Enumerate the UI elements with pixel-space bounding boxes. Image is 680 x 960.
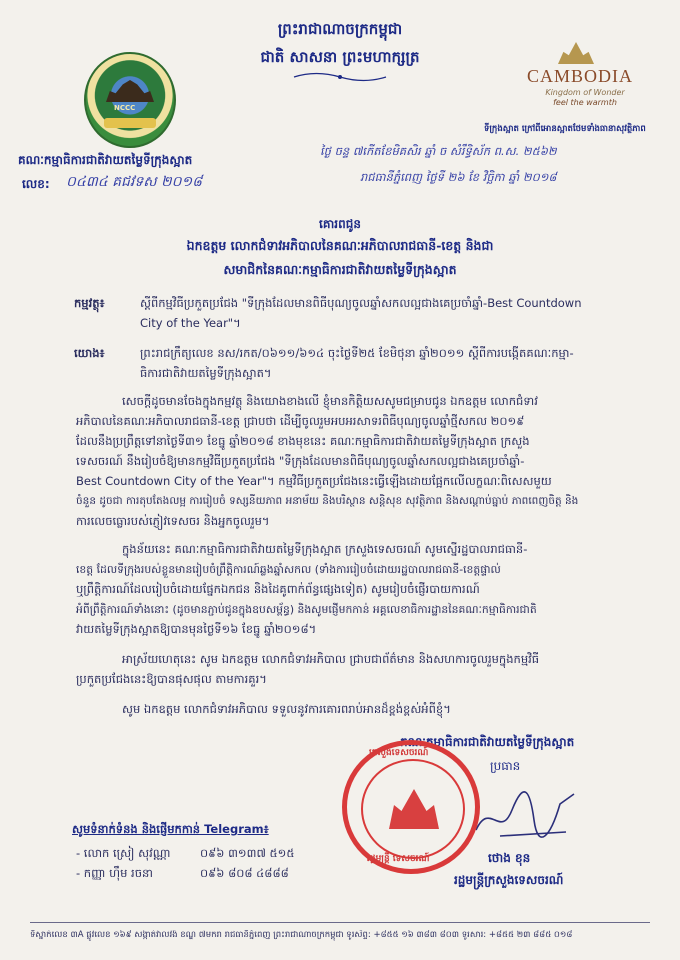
ornament-divider — [292, 70, 388, 84]
reference-text: ព្រះរាជក្រឹត្យលេខ នស/រកត/០៦១១/៦១៤ ចុះថ្ងៃទី២៥ ខែមិថុនា ឆ្នាំ២០១១ ស្តីពីការបង្កើតគណៈកម្មា- — [140, 346, 574, 360]
kingdom-title: ព្រះរាជាណាចក្រកម្ពុជា — [277, 20, 403, 38]
reference-text-2: ធិការជាតិវាយតម្លៃទីក្រុងស្អាត។ — [140, 366, 272, 380]
official-stamp — [342, 740, 480, 874]
subject-text-2: City of the Year"។ — [140, 316, 241, 330]
body-line: ក្នុងន័យនេះ គណៈកម្មាធិការជាតិវាយតម្លៃទីក្រុងស្អាត ក្រសួងទេសចរណ៍ សូមស្នើរដ្ឋបាលរាជធានី- — [122, 542, 528, 556]
brand-tagline: Kingdom of Wonder — [545, 88, 625, 97]
emblem-ribbon — [104, 118, 156, 128]
stamp-inner-ring — [361, 759, 465, 859]
emblem-text: NCCC — [114, 104, 136, 112]
addressee-line-2: សមាជិកនៃគណៈកម្មាធិការជាតិវាយតម្លៃទីក្រុងស្អាត — [223, 262, 457, 277]
reference-label: យោង៖ — [74, 346, 105, 360]
contact-name: - លោក ស្រៀ សុវណ្ណា — [76, 846, 171, 860]
respect-line: គោរពជូន — [319, 217, 361, 231]
signatory-org: គណៈកម្មាធិការជាតិវាយតម្លៃទីក្រុងស្អាត — [400, 735, 575, 749]
subject-text: ស្តីពីកម្មវិធីប្រកួតប្រជែង "ទីក្រុងដែលមានពិធីបុណ្យចូលឆ្នាំសកលល្អជាងគេប្រចាំឆ្នាំ-Best Countdown — [140, 296, 582, 310]
ref-label: លេខ: — [22, 177, 50, 191]
body-line: ដែលនឹងប្រព្រឹត្តទៅនាថ្ងៃទី៣១ ខែធ្នូ ឆ្នាំ២០១៨ ខាងមុខនេះ គណៈកម្មាធិការជាតិវាយតម្លៃទីក្រុងស្អាត ក្រសួង — [76, 434, 530, 448]
body-line: ការលេចធ្លោរបស់ភ្ញៀវទេសចរ និងអ្នកចូលរួម។ — [76, 514, 270, 528]
contact-heading: សូមទំនាក់ទំនង និងផ្ញើមកកាន់ Telegram៖ — [72, 822, 269, 836]
body-line: ទេសចរណ៍ នឹងរៀបចំឱ្យមានកម្មវិធីប្រកួតប្រជែង "ទីក្រុងដែលមានពិធីបុណ្យចូលឆ្នាំសកលល្អជាងគេប្រចាំឆ្នាំ- — [76, 454, 525, 468]
stamp-top-text: ក្រសួងទេសចរណ៍ — [369, 748, 429, 758]
stamp-bottom-text: រដ្ឋមន្ត្រី ទេសចរណ៍ — [367, 854, 430, 864]
brand-word: CAMBODIA — [526, 66, 633, 86]
footer-divider — [30, 922, 650, 923]
temple-icon — [106, 80, 154, 102]
stamp-temple-icon — [389, 789, 439, 829]
body-line: អាស្រ័យហេតុនេះ សូម ឯកឧត្តម លោកជំទាវអភិបាល ជ្រាបជាព័ត៌មាន និងសហការចូលរួមក្នុងកម្មវិធី — [122, 652, 540, 666]
contact-phone: ០៩៦ ៨០៨ ៤៨៨៨ — [200, 866, 289, 880]
body-line: សេចក្តីដូចមានចែងក្នុងកម្មវត្ថុ និងយោងខាងលើ ខ្ញុំមានកិត្តិយសសូមជម្រាបជូន ឯកឧត្តម លោកជំទាវ — [122, 394, 538, 408]
closing-line: សូម ឯកឧត្តម លោកជំទាវអភិបាល ទទួលនូវការគោរពរាប់អានដ៏ខ្ពង់ខ្ពស់អំពីខ្ញុំ។ — [122, 702, 451, 716]
ref-number: ០៤៣៤ គជវទស ២០១៨ — [66, 174, 203, 190]
handwritten-signature — [470, 780, 580, 850]
footer-address: ទីស្នាក់លេខ ៣A ផ្លូវលេខ ១៦៩ សង្កាត់វាលវង់ ខណ្ឌ ៧មករា រាជធានីភ្នំពេញ ព្រះរាជាណាចក្រកម្ពុជា ទូរស័ព្ទ: +៨៥៥ ១៦ ៣៨៣ ៨០៣ ទូរសារ: +៨៥៥ ២៣ ៨៨៥ ០១៨ — [30, 930, 573, 940]
solar-date: រាជធានីភ្នំពេញ ថ្ងៃទី ២៦ ខែ វិច្ឆិកា ឆ្នាំ ២០១៨ — [360, 170, 557, 184]
body-line: ខេត្ត ដែលទីក្រុងរបស់ខ្លួនមានរៀបចំព្រឹត្តិការណ៍ឆ្លងឆ្នាំសកល (ទាំងការរៀបចំដោយរដ្ឋបាលរាជធានី-ខេត្តផ្ទាល់ — [76, 563, 501, 576]
signatory-title: រដ្ឋមន្ត្រីក្រសួងទេសចរណ៍ — [454, 873, 564, 887]
angkor-icon — [558, 42, 594, 64]
body-line: ចំនួន ដូចជា ការតុបតែងលម្អ ការរៀបចំ ទស្សនីយភាព អនាម័យ និងបរិស្ថាន សន្តិសុខ សុវត្ថិភាព និងសណ្តាប់ធ្នាប់ ភាពពេញចិត្ត និង — [76, 495, 579, 507]
lunar-date: ថ្ងៃ ចន្ទ ៧កើតខែមិគសិរ ឆ្នាំ ច សំរឹទ្ធិស័ក ព.ស. ២៥៦២ — [320, 144, 557, 158]
body-line: វាយតម្លៃទីក្រុងស្អាតឱ្យបានមុនថ្ងៃទី១៦ ខែធ្នូ ឆ្នាំ២០១៨។ — [76, 622, 317, 636]
contact-name: - កញ្ញា ហ៊ឹម រចនា — [76, 866, 153, 880]
subject-label: កម្មវត្ថុ៖ — [74, 296, 105, 310]
national-motto: ជាតិ សាសនា ព្រះមហាក្សត្រ — [260, 48, 420, 66]
signatory-role: ប្រធាន — [490, 759, 521, 773]
slogan: ទីក្រុងស្អាត ក្រៅពីអោនស្អាតថែមទាំងធានាសុវត្ថិភាព — [484, 124, 646, 134]
body-line: Best Countdown City of the Year"។ កម្មវិធីប្រកួតប្រជែងនេះធ្វើឡើងដោយផ្អែកលើលក្ខណៈពិសេសមួយ — [76, 474, 552, 488]
addressee-line-1: ឯកឧត្តម លោកជំទាវអភិបាលនៃគណៈអភិបាលរាជធានី-ខេត្ត និងជា — [186, 238, 494, 253]
body-line: ឬព្រឹត្តិការណ៍ដែលរៀបចំដោយផ្នែកឯកជន និងដៃគូពាក់ព័ន្ធផ្សេងទៀត) សូមរៀបចំផ្ញើរបាយការណ៍ — [76, 582, 480, 596]
signatory-name: ថោង ខុន — [488, 851, 531, 865]
committee-emblem — [84, 52, 176, 148]
cambodia-logo — [520, 42, 640, 114]
contact-phone: ០៩៦ ៣១៣៧ ៥១៥ — [200, 846, 295, 860]
body-line: អភិបាលនៃគណៈអភិបាលរាជធានី-ខេត្ត ជ្រាបថា ដើម្បីចូលរួមអបអរសាទរពិធីបុណ្យចូលឆ្នាំថ្មីសកល ២០១៩ — [76, 414, 525, 428]
body-line: អំពីព្រឹត្តិការណ៍ទាំងនោះ (ដូចមានភ្ជាប់ជូនក្នុងឧបសម្ព័ន្ធ) និងសូមផ្ញើមកកាន់ អគ្គលេខាធិការដ្ឋាននៃគណៈកម្មាធិការជាតិ — [76, 603, 537, 616]
body-line: ប្រកួតប្រជែងនេះឱ្យបានផុសផុល តាមការគួរ។ — [76, 672, 267, 686]
committee-name: គណៈកម្មាធិការជាតិវាយតម្លៃទីក្រុងស្អាត — [18, 153, 193, 167]
brand-tagline-2: feel the warmth — [553, 98, 617, 107]
